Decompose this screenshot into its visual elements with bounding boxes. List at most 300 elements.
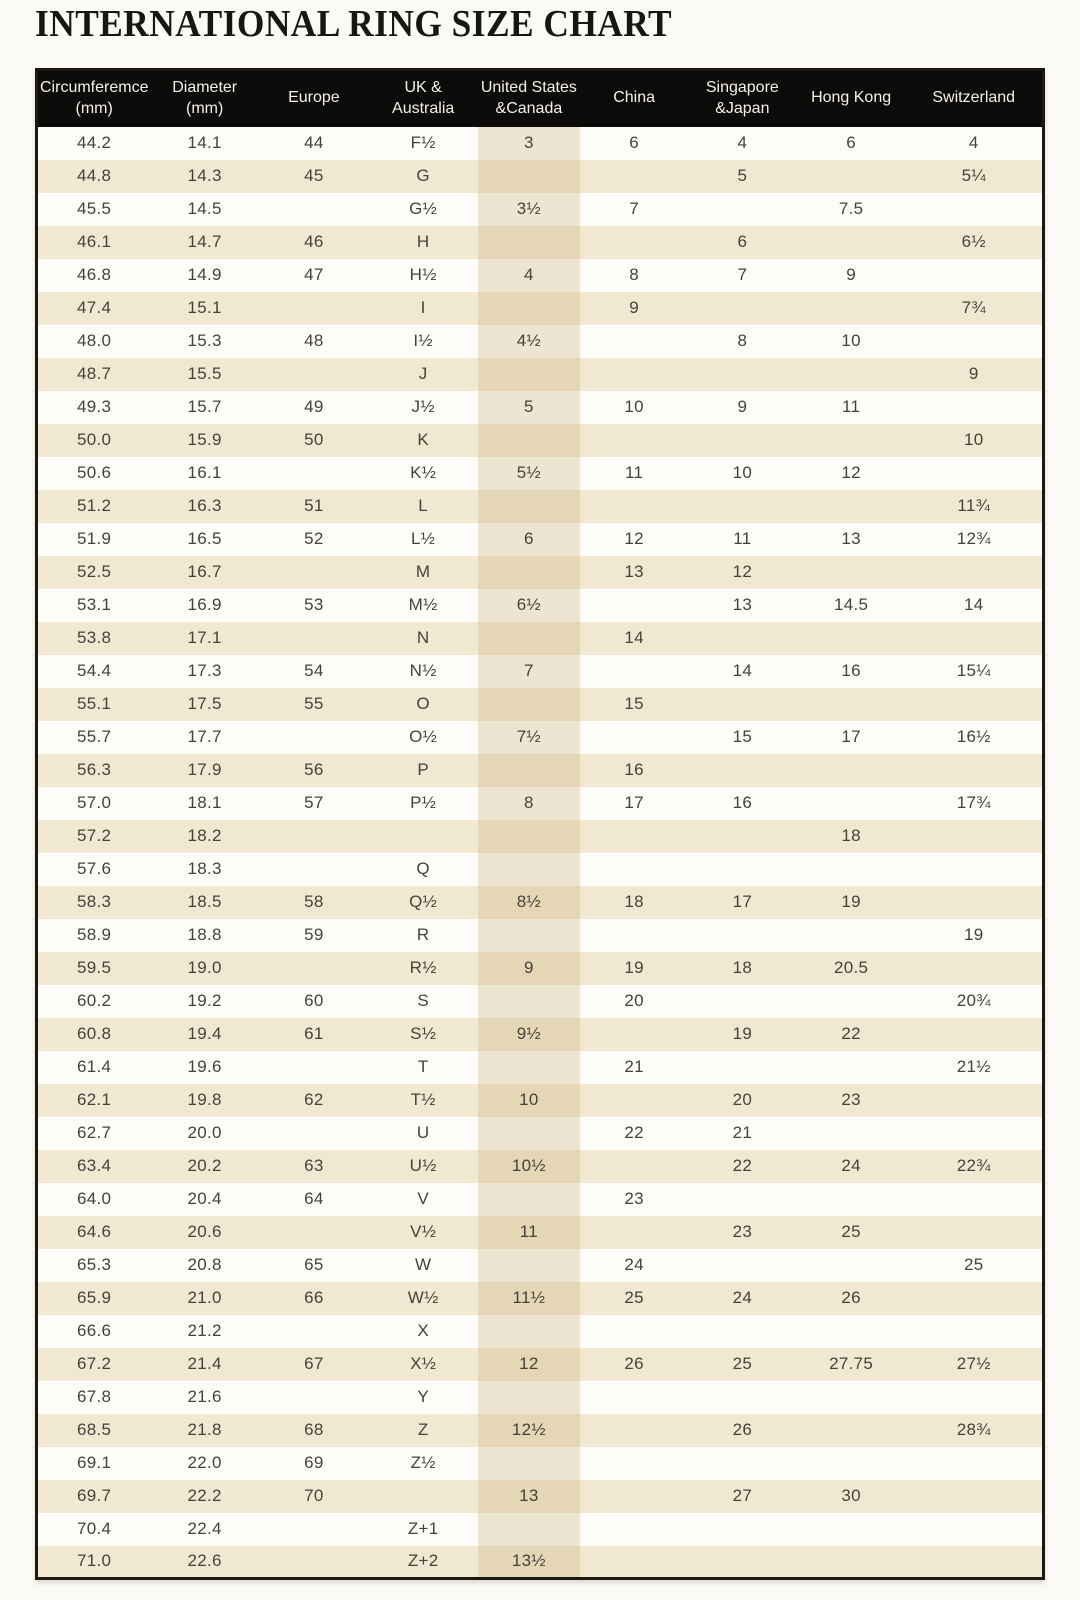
cell (688, 424, 797, 457)
cell: 20¾ (956, 991, 991, 1010)
cell (688, 1513, 797, 1546)
cell: 6 (846, 133, 856, 152)
cell: 20.0 (187, 1123, 222, 1142)
cell (478, 292, 581, 325)
table-row (37, 655, 1044, 688)
cell: 19 (732, 1024, 753, 1043)
cell: 13 (624, 562, 644, 581)
cell: 20.2 (187, 1156, 222, 1175)
cell: 18.8 (187, 925, 222, 944)
column-header: China (613, 89, 655, 107)
cell (580, 160, 688, 193)
cell: X (417, 1321, 429, 1340)
cell: 67 (304, 1354, 324, 1373)
cell: 9 (737, 397, 748, 416)
cell: 14 (732, 661, 753, 680)
cell: 5½ (478, 457, 581, 490)
cell: 19 (624, 958, 644, 977)
cell: 23 (841, 1090, 861, 1109)
cell: 7 (737, 265, 748, 284)
table-row (37, 292, 1044, 325)
cell (797, 688, 906, 721)
cell (369, 820, 478, 853)
cell: 48.7 (76, 364, 112, 383)
cell: V (417, 1189, 429, 1208)
cell (580, 721, 688, 754)
cell (478, 556, 581, 589)
cell: 53.1 (76, 595, 112, 614)
cell (580, 1315, 688, 1348)
cell (478, 820, 581, 853)
cell: F½ (410, 133, 436, 152)
cell: 15¼ (956, 661, 991, 680)
cell: 46.8 (76, 265, 112, 284)
cell: 7 (478, 655, 581, 688)
cell: 16.3 (187, 496, 222, 515)
cell: 6 (737, 232, 748, 251)
cell: 20 (732, 1090, 753, 1109)
cell (905, 886, 1043, 919)
cell: 17¾ (956, 793, 991, 812)
cell (905, 952, 1043, 985)
cell: 19.8 (187, 1090, 222, 1109)
table-row (37, 193, 1044, 226)
cell (905, 1513, 1043, 1546)
cell: 63.4 (76, 1156, 112, 1175)
table-row (37, 1381, 1044, 1414)
cell (797, 1381, 906, 1414)
cell: 8 (737, 331, 748, 350)
cell: 19 (963, 925, 984, 944)
cell: 17.5 (187, 694, 222, 713)
cell: 69 (304, 1453, 324, 1472)
cell: 51 (304, 496, 324, 515)
cell (478, 424, 581, 457)
cell: 11¾ (957, 496, 991, 515)
cell: Z½ (410, 1453, 436, 1472)
cell (688, 1447, 797, 1480)
cell: 6½ (478, 589, 581, 622)
cell: 7¾ (961, 298, 986, 317)
cell: 15 (624, 694, 644, 713)
cell (905, 193, 1043, 226)
cell: 13 (841, 529, 861, 548)
cell (580, 424, 688, 457)
cell: 65.3 (76, 1255, 112, 1274)
table-row (37, 721, 1044, 754)
cell: 47 (304, 265, 324, 284)
cell (478, 853, 581, 886)
cell: 55.7 (76, 727, 112, 746)
cell: T (417, 1057, 429, 1076)
cell (905, 1117, 1043, 1150)
cell (688, 358, 797, 391)
cell: 59 (304, 925, 324, 944)
cell (580, 226, 688, 259)
cell (797, 226, 906, 259)
table-row (37, 952, 1044, 985)
cell (259, 1315, 369, 1348)
cell: 17 (841, 727, 861, 746)
cell: 47.4 (76, 298, 112, 317)
cell (369, 1480, 478, 1513)
cell: 68 (304, 1420, 324, 1439)
cell: 30 (841, 1486, 861, 1505)
cell: 20.6 (187, 1222, 222, 1241)
cell (905, 457, 1043, 490)
cell: 61 (304, 1024, 324, 1043)
cell: 9 (846, 265, 856, 284)
column-header: Hong Kong (811, 89, 892, 107)
cell: 28¾ (956, 1420, 991, 1439)
cell (797, 1513, 906, 1546)
table-row (37, 1084, 1044, 1117)
cell: 57 (304, 793, 324, 812)
cell: 21 (624, 1057, 644, 1076)
cell (259, 556, 369, 589)
cell: 17.3 (187, 661, 222, 680)
cell: U (416, 1123, 430, 1142)
column-header: Europe (288, 89, 340, 107)
cell (797, 919, 906, 952)
table-row (37, 1447, 1044, 1480)
cell: 66 (304, 1288, 324, 1307)
cell: 16.7 (187, 562, 222, 581)
cell (478, 1249, 581, 1282)
cell: 16 (624, 760, 644, 779)
cell: 57.2 (76, 826, 112, 845)
column-header: Diameter (mm) (172, 78, 238, 117)
cell (905, 622, 1043, 655)
cell: 71.0 (76, 1551, 112, 1571)
cell: 11 (733, 529, 752, 548)
cell (259, 820, 369, 853)
cell: 20.8 (187, 1255, 222, 1274)
cell: K½ (410, 463, 437, 482)
cell (259, 952, 369, 985)
cell (797, 358, 906, 391)
table-row (37, 226, 1044, 259)
cell: 62.1 (76, 1090, 112, 1109)
cell (478, 1183, 581, 1216)
cell: 52.5 (76, 562, 112, 581)
cell: 57.0 (76, 793, 112, 812)
cell: 27.75 (829, 1354, 874, 1373)
cell: 11 (624, 463, 644, 482)
cell: 10 (841, 331, 861, 350)
table-row (37, 919, 1044, 952)
cell: 59.5 (76, 958, 112, 977)
cell: S (417, 991, 429, 1010)
cell: 60.8 (76, 1024, 112, 1043)
cell: L½ (411, 529, 436, 548)
cell: Y (417, 1387, 429, 1406)
cell: H½ (409, 265, 437, 284)
cell: 48.0 (76, 331, 112, 350)
cell: N (416, 628, 430, 647)
cell: 21.8 (187, 1420, 222, 1439)
table-row (37, 1051, 1044, 1084)
cell: 11½ (478, 1282, 581, 1315)
cell: P (417, 760, 429, 779)
cell: 22 (624, 1123, 644, 1142)
cell (797, 1117, 906, 1150)
cell: 10½ (478, 1150, 581, 1183)
cell: 53.8 (76, 628, 112, 647)
cell: 22.0 (187, 1453, 222, 1472)
cell: T½ (410, 1090, 436, 1109)
cell (905, 1084, 1043, 1117)
cell (905, 259, 1043, 292)
cell (688, 754, 797, 787)
cell: 9 (629, 298, 639, 317)
cell (688, 292, 797, 325)
cell (580, 1216, 688, 1249)
cell: O½ (409, 727, 438, 746)
cell (259, 1117, 369, 1150)
cell: 65.9 (76, 1288, 112, 1307)
cell (688, 919, 797, 952)
cell: 13 (478, 1480, 581, 1513)
cell: 21 (732, 1123, 753, 1142)
cell: 12¾ (956, 529, 991, 548)
cell: 14.5 (833, 595, 869, 614)
header-row (37, 70, 1044, 127)
cell (797, 853, 906, 886)
cell: 18 (624, 892, 644, 911)
cell (580, 490, 688, 523)
table-row (37, 754, 1044, 787)
cell (259, 1513, 369, 1546)
cell (580, 820, 688, 853)
cell (478, 688, 581, 721)
cell: S½ (410, 1024, 437, 1043)
table-row (37, 1480, 1044, 1513)
cell: 3½ (478, 193, 581, 226)
cell (905, 556, 1043, 589)
cell: 16.5 (187, 529, 222, 548)
ring-size-table (35, 68, 1045, 1580)
cell: 14.5 (187, 199, 222, 218)
cell (478, 1051, 581, 1084)
cell (688, 1381, 797, 1414)
cell: 21.4 (187, 1354, 222, 1373)
table-row (37, 127, 1044, 160)
cell: 21.2 (187, 1321, 222, 1340)
cell: 18.3 (187, 859, 222, 878)
cell: 19.4 (187, 1024, 222, 1043)
cell (797, 424, 906, 457)
cell: 7.5 (838, 199, 864, 218)
cell: 16 (841, 661, 861, 680)
cell: I½ (413, 331, 433, 350)
cell: 60 (304, 991, 324, 1010)
cell: Z+2 (407, 1551, 439, 1571)
cell: 54.4 (76, 661, 112, 680)
table-row (37, 325, 1044, 358)
table-row (37, 985, 1044, 1018)
cell: 55.1 (76, 694, 112, 713)
cell (688, 490, 797, 523)
cell: 56.3 (76, 760, 112, 779)
cell (905, 820, 1043, 853)
cell: W (414, 1255, 432, 1274)
cell: 58.9 (76, 925, 112, 944)
cell: 20.4 (187, 1189, 222, 1208)
cell (478, 358, 581, 391)
cell: 51.9 (76, 529, 112, 548)
cell: 16.1 (187, 463, 222, 482)
cell: 7½ (478, 721, 581, 754)
cell: G½ (409, 199, 438, 218)
cell (905, 1282, 1043, 1315)
cell (478, 490, 581, 523)
cell (797, 1447, 906, 1480)
cell: 8 (478, 787, 581, 820)
cell (478, 622, 581, 655)
cell (259, 1381, 369, 1414)
cell: 54 (304, 661, 324, 680)
cell: 18.2 (187, 826, 222, 845)
cell: 12 (624, 529, 644, 548)
table-row (37, 1183, 1044, 1216)
cell: 18 (732, 958, 753, 977)
cell: 58.3 (76, 892, 112, 911)
cell: 62 (304, 1090, 324, 1109)
cell: 22.4 (187, 1519, 222, 1538)
cell: J½ (411, 397, 435, 416)
column-header: Switzerland (932, 89, 1016, 107)
cell: I (420, 298, 426, 317)
table-row (37, 523, 1044, 556)
cell: 20.5 (833, 958, 869, 977)
cell (905, 1381, 1043, 1414)
cell (580, 1381, 688, 1414)
cell (905, 1216, 1043, 1249)
cell: L (418, 496, 429, 515)
table-row (37, 358, 1044, 391)
cell: 14.7 (187, 232, 222, 251)
cell: H (416, 232, 430, 251)
table-row (37, 457, 1044, 490)
cell (259, 622, 369, 655)
page-title: INTERNATIONAL RING SIZE CHART (35, 3, 673, 45)
cell: 19.6 (187, 1057, 222, 1076)
cell: 9 (968, 364, 979, 383)
cell: 18.5 (187, 892, 222, 911)
cell (580, 853, 688, 886)
cell: 69.1 (76, 1453, 112, 1472)
cell: 56 (304, 760, 324, 779)
cell (905, 754, 1043, 787)
cell: 50.6 (76, 463, 112, 482)
cell: 45 (304, 166, 324, 185)
cell: 14.3 (187, 166, 222, 185)
cell: 22 (841, 1024, 861, 1043)
cell (797, 622, 906, 655)
cell: 27 (732, 1486, 753, 1505)
cell: 10 (963, 430, 984, 449)
cell: P½ (410, 793, 437, 812)
cell (688, 1249, 797, 1282)
cell: 16½ (956, 727, 991, 746)
cell: 50 (304, 430, 324, 449)
table-row (37, 391, 1044, 424)
cell: 5 (737, 166, 748, 185)
column-header: Singapore &Japan (705, 78, 779, 117)
cell (797, 1051, 906, 1084)
cell (905, 1480, 1043, 1513)
cell: 4½ (478, 325, 581, 358)
table-row (37, 490, 1044, 523)
cell (259, 358, 369, 391)
cell (797, 1249, 906, 1282)
cell: 21.6 (187, 1387, 222, 1406)
cell: 64 (304, 1189, 324, 1208)
cell: J (418, 364, 428, 383)
cell: 70 (304, 1486, 324, 1505)
cell: 25 (963, 1255, 984, 1274)
cell: 8½ (478, 886, 581, 919)
cell: 27½ (956, 1354, 991, 1373)
cell: 24 (624, 1255, 644, 1274)
cell: 46 (304, 232, 324, 251)
table-row (37, 886, 1044, 919)
cell: 19 (841, 892, 861, 911)
cell: 48 (304, 331, 324, 350)
cell (580, 1018, 688, 1051)
cell: 44.8 (76, 166, 112, 185)
table-row (37, 1414, 1044, 1447)
cell (688, 688, 797, 721)
cell: 57.6 (76, 859, 112, 878)
cell (688, 820, 797, 853)
cell: 14 (624, 628, 644, 647)
cell: 24 (841, 1156, 861, 1175)
cell (688, 1051, 797, 1084)
cell: 67.2 (76, 1354, 112, 1373)
table-row (37, 1216, 1044, 1249)
cell: 19.0 (187, 958, 222, 977)
cell: 69.7 (76, 1486, 112, 1505)
cell: 4 (737, 133, 748, 152)
cell (688, 985, 797, 1018)
cell: Q (416, 859, 430, 878)
cell: 12 (841, 463, 861, 482)
table-row (37, 259, 1044, 292)
cell (580, 358, 688, 391)
cell: 10 (478, 1084, 581, 1117)
cell (688, 1546, 797, 1579)
cell (905, 1183, 1043, 1216)
cell (580, 589, 688, 622)
cell: X½ (410, 1354, 437, 1373)
cell (259, 1216, 369, 1249)
column-header: United States &Canada (480, 78, 577, 117)
table-body (37, 127, 1044, 1579)
cell (797, 754, 906, 787)
table-row (37, 1150, 1044, 1183)
cell: 16 (732, 793, 753, 812)
cell (478, 226, 581, 259)
table-row (37, 1315, 1044, 1348)
cell: 68.5 (76, 1420, 112, 1439)
cell (478, 1447, 581, 1480)
cell: 60.2 (76, 991, 112, 1010)
table-row (37, 556, 1044, 589)
cell: 22¾ (956, 1156, 991, 1175)
cell: 17 (732, 892, 753, 911)
